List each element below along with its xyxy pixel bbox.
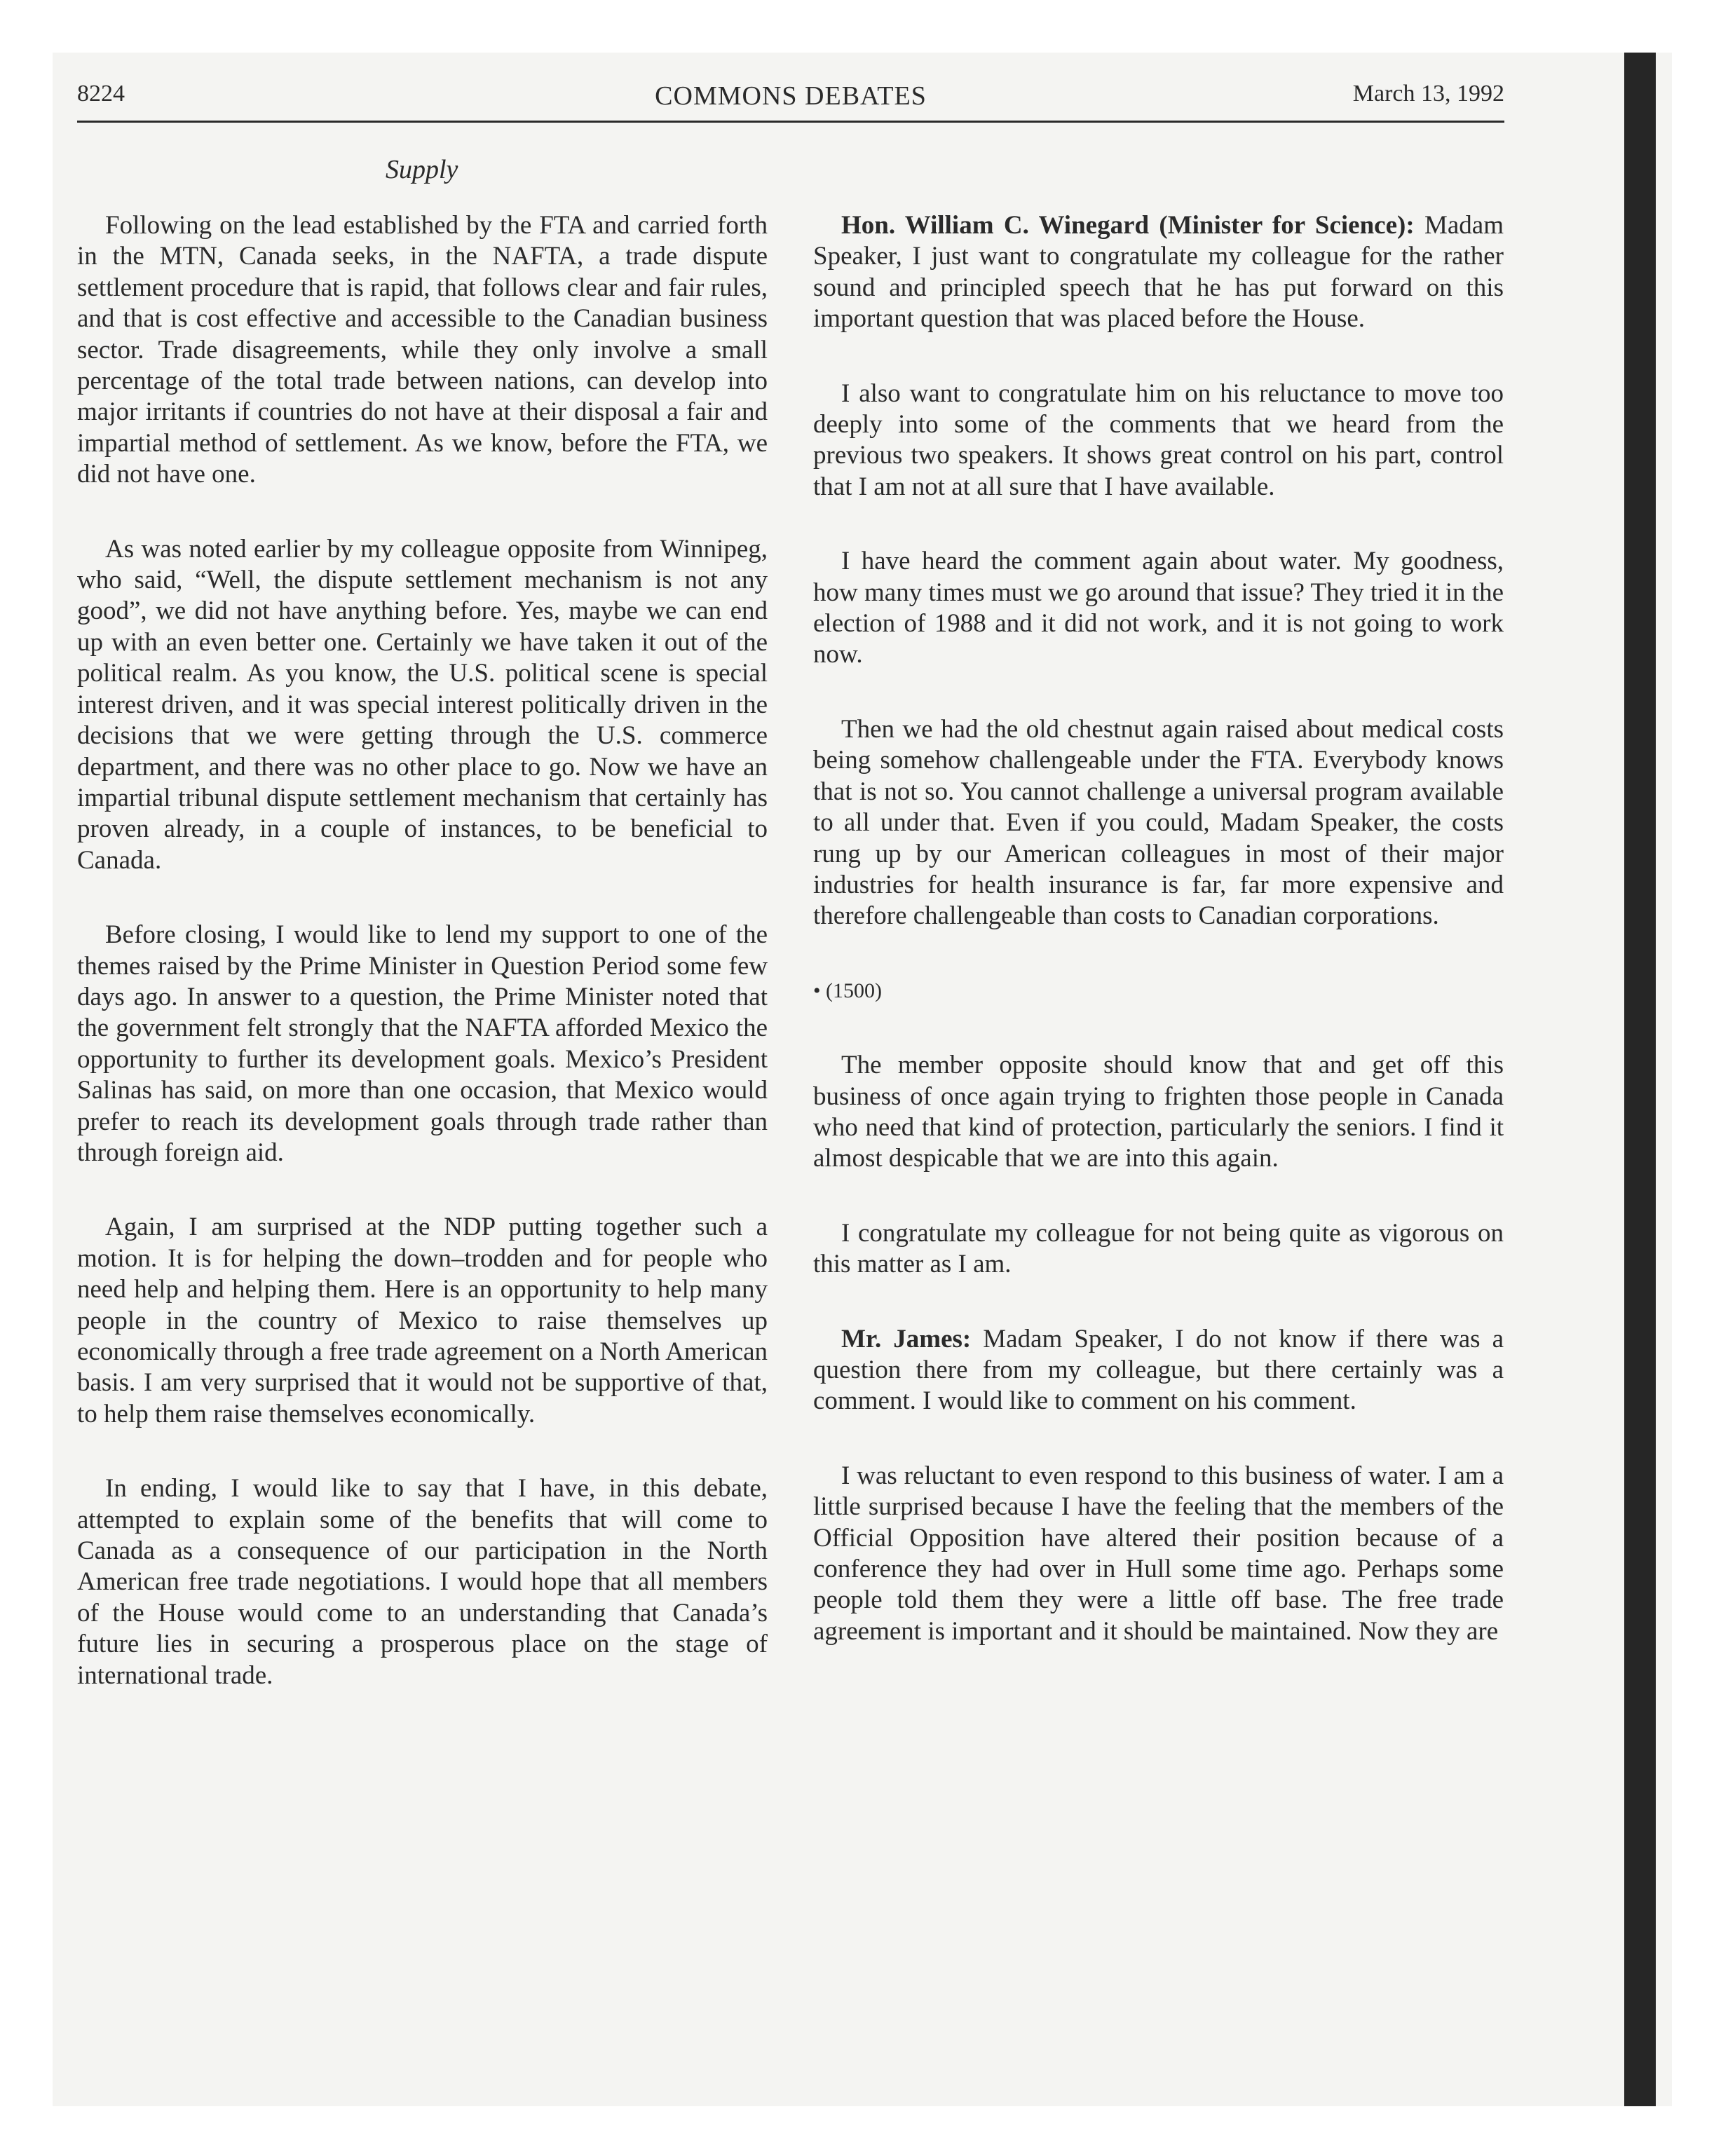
paragraph: I congratulate my colleague for not being quite as vigorous on this matter as I am. xyxy=(813,1218,1504,1279)
issue-date: March 13, 1992 xyxy=(1352,81,1504,107)
paragraph: The member opposite should know that and get off this business of once again trying to frighten those people in Canada who need that kind of protection, particularly the seniors. I find it almost despicable that we are into this again. xyxy=(813,1051,1504,1173)
speech-text: Madam Speaker, I just want to congratulate my colleague for the rather sound and principled speech that he has put forward on this important question that was placed before the House. xyxy=(813,211,1504,334)
paragraph: Again, I am surprised at the NDP putting together such a motion. It is for helping the down–trodden and for people who need help and helping them. Here is an opportunity to help many people in the country of Mexico to raise themselves up economically through a free trade agreement on a North American basis. I am very surprised that it would not be supportive of that, to help them raise themselves economically. xyxy=(77,1213,768,1428)
paragraph: In ending, I would like to say that I have, in this debate, attempted to explain some of the benefits that will come to Canada as a consequence of our participation in the North American free trade negotiations. I would hope that all members of the House would come to an understanding that Canada’s future lies in securing a prosperous place on the stage of international trade. xyxy=(77,1474,768,1690)
paragraph: I also want to congratulate him on his reluctance to move too deeply into some of the comments that we heard from the previous two speakers. It shows great control on his part, control that I am not at all sure that I have available. xyxy=(813,378,1504,501)
speaker-name: Hon. William C. Winegard (Minister for Science): xyxy=(841,211,1415,240)
scan-border xyxy=(1624,53,1656,2106)
section-label: Supply xyxy=(386,155,458,184)
left-column xyxy=(77,210,768,1735)
paragraph xyxy=(813,210,1504,335)
time-marker: • (1500) xyxy=(813,978,882,1002)
speech-text: Madam Speaker, I do not know if there was a question there from my colleague, but there certainly was a comment. I would like to comment on his comment. xyxy=(813,1324,1504,1416)
page-number: 8224 xyxy=(77,81,125,107)
page-header xyxy=(77,81,1504,123)
speaker-name: Mr. James: xyxy=(841,1324,972,1353)
paragraph: Following on the lead established by the FTA and carried forth in the MTN, Canada seeks, in the NAFTA, a trade dispute settlement procedure that is rapid, that follows clear and fair rules, and that is cost effective and accessible to the Canadian business sector. Trade disagreements, while they only involve a small percentage of the total trade between nations, can develop into major irritants if countries do not have at their disposal a fair and impartial method of settlement. As we know, before the FTA, we did not have one. xyxy=(77,211,768,489)
paragraph xyxy=(813,1324,1504,1417)
paragraph: Then we had the old chestnut again raised about medical costs being somehow challengeable under the FTA. Everybody knows that is not so. You cannot challenge a universal program available to all under that. Even if you could, Madam Speaker, the costs rung up by our American colleagues in most of their major industries for health insurance is far, far more expensive and therefore challengeable than costs to Canadian corporations. xyxy=(813,714,1504,931)
paragraph: As was noted earlier by my colleague opposite from Winnipeg, who said, “Well, the dispute settlement mechanism is not any good”, we did not have anything before. Yes, maybe we can end up with an even better one. Certainly we have taken it out of the political realm. As you know, the U.S. political scene is special interest driven, and it was special interest politically driven in the decisions that we were getting through the U.S. commerce department, and there was no other place to go. Now we have an impartial tribunal dispute settlement mechanism that certainly has proven already, in a couple of instances, to be beneficial to Canada. xyxy=(77,534,768,875)
header-rule xyxy=(77,121,1504,123)
journal-title: COMMONS DEBATES xyxy=(655,81,927,111)
paragraph: I was reluctant to even respond to this business of water. I am a little surprised because I have the feeling that the members of the Official Opposition have altered their position because of a conference they had over in Hull some time ago. Perhaps some people told them they were a little off base. The free trade agreement is important and it should be maintained. Now they are xyxy=(813,1461,1504,1646)
paragraph: I have heard the comment again about water. My goodness, how many times must we go around that issue? They tried it in the election of 1988 and it did not work, and it is not going to work now. xyxy=(813,547,1504,669)
right-column xyxy=(813,210,1504,1691)
paragraph: Before closing, I would like to lend my support to one of the themes raised by the Prime Minister in Question Period some few days ago. In answer to a question, the Prime Minister noted that the government felt strongly that the NAFTA afforded Mexico the opportunity to further its development goals. Mexico’s President Salinas has said, on more than one occasion, that Mexico would prefer to reach its development goals through trade rather than through foreign aid. xyxy=(77,920,768,1167)
